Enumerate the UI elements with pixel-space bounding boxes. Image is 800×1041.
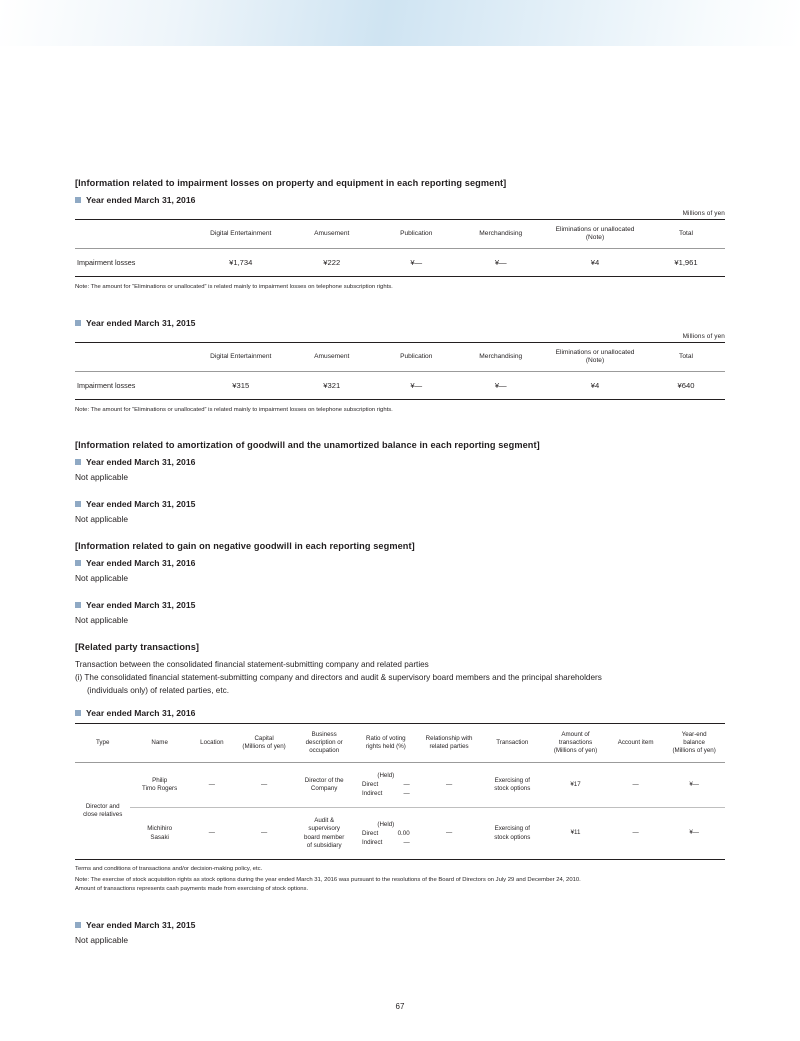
cell-total: ¥640 (647, 372, 725, 400)
cell-name-line2: Timo Rogers (142, 784, 178, 792)
cell-transaction (481, 762, 543, 807)
goodwill-section-heading: [Information related to amortization of goodwill and the unamortized balance in each reporting segment] (75, 440, 540, 451)
cell-business-line2: Company (310, 784, 338, 792)
cell-type-line2: close relatives (83, 811, 123, 819)
related-party-2015-value: Not applicable (75, 934, 129, 945)
cell-eliminations: ¥4 (543, 249, 647, 277)
negative-goodwill-2015-label: Year ended March 31, 2015 (86, 600, 196, 611)
col-publication: Publication (374, 220, 459, 249)
col-amount (543, 723, 608, 762)
goodwill-2016-subheading (75, 457, 725, 467)
cell-voting-direct-value: 0.00 (397, 829, 410, 837)
cell-amount: ¥17 (543, 762, 608, 807)
goodwill-2016-label: Year ended March 31, 2016 (86, 457, 196, 468)
cell-business-line3: board member (304, 833, 345, 841)
cell-name-line2: Sasaki (150, 833, 169, 841)
bullet-square-icon (75, 197, 81, 203)
cell-transaction-line2: stock options (494, 833, 531, 841)
goodwill-2016-value: Not applicable (75, 472, 129, 483)
negative-goodwill-2015-subheading (75, 600, 725, 610)
bullet-square-icon (75, 602, 81, 608)
related-party-2015-label: Year ended March 31, 2015 (86, 919, 196, 930)
col-voting-line2: rights held (%) (365, 742, 406, 750)
cell-amusement: ¥321 (290, 372, 375, 400)
col-type: Type (75, 723, 130, 762)
col-transaction: Transaction (481, 723, 543, 762)
cell-name (130, 762, 189, 807)
bullet-square-icon (75, 560, 81, 566)
col-blank (75, 342, 192, 371)
impairment-2015-table (75, 342, 725, 400)
cell-voting-direct-label: Direct (362, 780, 379, 788)
cell-transaction (481, 807, 543, 859)
related-party-terms: Terms and conditions of transactions and/or decision-making policy, etc. (75, 866, 263, 873)
table-header-row (75, 723, 725, 762)
col-business (293, 723, 355, 762)
cell-name (130, 807, 189, 859)
page-content (0, 46, 800, 1041)
cell-business-line1: Audit & (314, 816, 335, 824)
col-business-line3: occupation (309, 746, 340, 754)
negative-goodwill-section-heading: [Information related to gain on negative goodwill in each reporting segment] (75, 541, 415, 552)
related-party-item-i-line1: (i) The consolidated financial statement-submitting company and directors and audit & supervisory board members and the principal shareholders (75, 673, 602, 683)
negative-goodwill-2015-value: Not applicable (75, 615, 129, 626)
col-balance (663, 723, 725, 762)
row-label-impairment-losses: Impairment losses (75, 372, 192, 400)
related-party-table (75, 723, 725, 861)
cell-location: — (189, 762, 235, 807)
cell-account-item: — (608, 807, 663, 859)
impairment-2015-note: Note: The amount for “Eliminations or unallocated” is related mainly to impairment losses on telephone subscription rights. (75, 407, 393, 414)
cell-relationship: — (417, 807, 482, 859)
cell-transaction-line2: stock options (494, 784, 531, 792)
cell-digital-entertainment: ¥1,734 (192, 249, 290, 277)
bullet-square-icon (75, 922, 81, 928)
col-relationship-line1: Relationship with (425, 734, 473, 742)
cell-merchandising: ¥— (459, 372, 544, 400)
cell-business-line2: supervisory (308, 825, 340, 833)
cell-amount: ¥11 (543, 807, 608, 859)
cell-account-item: — (608, 762, 663, 807)
col-voting-line1: Ratio of voting (366, 734, 406, 742)
cell-voting-direct-label: Direct (362, 829, 379, 837)
cell-voting-rights (355, 807, 417, 859)
col-eliminations-line1: Eliminations or unallocated (555, 348, 635, 356)
impairment-2015-subheading (75, 318, 725, 328)
bullet-square-icon (75, 710, 81, 716)
impairment-2016-label: Year ended March 31, 2016 (86, 195, 196, 205)
related-party-2015-subheading (75, 920, 725, 930)
col-name: Name (130, 723, 189, 762)
col-business-line1: Business (311, 730, 337, 738)
table-row (75, 762, 725, 807)
col-capital (235, 723, 294, 762)
cell-type (75, 762, 130, 860)
col-amusement: Amusement (290, 220, 375, 249)
header-gradient-band (0, 0, 800, 46)
row-label-impairment-losses: Impairment losses (75, 249, 192, 277)
bullet-square-icon (75, 320, 81, 326)
col-eliminations (543, 220, 647, 249)
cell-location: — (189, 807, 235, 859)
cell-type-line1: Director and (85, 802, 120, 810)
related-party-intro: Transaction between the consolidated financial statement-submitting company and related parties (75, 660, 429, 670)
cell-name-line1: Philip (152, 776, 168, 784)
col-capital-line1: Capital (254, 734, 274, 742)
cell-business (293, 762, 355, 807)
col-relationship-line2: related parties (429, 742, 469, 750)
cell-transaction-line1: Exercising of (494, 825, 530, 833)
cell-total: ¥1,961 (647, 249, 725, 277)
impairment-2016-units: Millions of yen (682, 210, 725, 217)
related-party-note-line1: Note: The exercise of stock acquisition rights as stock options during the year ended March 31, 2016 was pursuant to the resolutions of the Board of Directors on July 29 and December 24, 2010. (75, 876, 581, 883)
col-business-line2: description or (305, 738, 343, 746)
page-number: 67 (395, 1002, 405, 1011)
col-location: Location (189, 723, 235, 762)
cell-voting-indirect-value: — (403, 838, 410, 846)
related-party-item-i-line2: (individuals only) of related parties, etc. (87, 685, 229, 695)
cell-voting-indirect-label: Indirect (362, 789, 383, 797)
related-party-2016-label: Year ended March 31, 2016 (86, 707, 196, 718)
col-eliminations-line1: Eliminations or unallocated (555, 226, 635, 233)
negative-goodwill-2016-subheading (75, 558, 725, 568)
cell-transaction-line1: Exercising of (494, 776, 530, 784)
cell-publication: ¥— (374, 372, 459, 400)
cell-eliminations: ¥4 (543, 372, 647, 400)
cell-voting-rights (355, 762, 417, 807)
bullet-square-icon (75, 459, 81, 465)
cell-business-line4: of subsidiary (306, 842, 342, 850)
col-digital-entertainment: Digital Entertainment (192, 342, 290, 371)
col-publication: Publication (374, 342, 459, 371)
cell-voting-direct-value: — (403, 780, 410, 788)
col-amusement: Amusement (290, 342, 375, 371)
col-amount-line1: Amount of (561, 730, 590, 738)
cell-voting-held: (Held) (377, 771, 395, 779)
col-blank (75, 220, 192, 249)
table-row (75, 372, 725, 400)
col-digital-entertainment: Digital Entertainment (192, 220, 290, 249)
impairment-2016-note: Note: The amount for “Eliminations or unallocated” is related mainly to impairment losses on telephone subscription rights. (75, 284, 393, 291)
bullet-square-icon (75, 501, 81, 507)
cell-balance: ¥— (663, 807, 725, 859)
col-balance-line1: Year-end (681, 730, 707, 738)
col-amount-line3: (Millions of yen) (553, 746, 598, 754)
cell-business (293, 807, 355, 859)
negative-goodwill-2016-value: Not applicable (75, 573, 129, 584)
cell-voting-indirect-value: — (403, 789, 410, 797)
impairment-2015-label: Year ended March 31, 2015 (86, 317, 196, 328)
impairment-section-heading: [Information related to impairment losses on property and equipment in each reporting segment] (75, 178, 507, 188)
cell-capital: — (235, 762, 294, 807)
cell-capital: — (235, 807, 294, 859)
cell-relationship: — (417, 762, 482, 807)
col-eliminations-line2: (Note) (585, 234, 605, 242)
cell-merchandising: ¥— (459, 249, 544, 277)
impairment-2016-table (75, 219, 725, 277)
table-header-row (75, 220, 725, 249)
cell-voting-indirect-label: Indirect (362, 838, 383, 846)
related-party-2016-subheading (75, 708, 725, 718)
col-merchandising: Merchandising (459, 220, 544, 249)
cell-publication: ¥— (374, 249, 459, 277)
col-amount-line2: transactions (558, 738, 593, 746)
col-total: Total (647, 342, 725, 371)
col-eliminations-line2: (Note) (585, 356, 605, 364)
table-row (75, 249, 725, 277)
goodwill-2015-label: Year ended March 31, 2015 (86, 499, 196, 510)
goodwill-2015-subheading (75, 499, 725, 509)
related-party-section-heading: [Related party transactions] (75, 642, 200, 653)
col-merchandising: Merchandising (459, 342, 544, 371)
goodwill-2015-value: Not applicable (75, 514, 129, 525)
col-capital-line2: (Millions of yen) (242, 742, 286, 750)
col-eliminations (543, 342, 647, 371)
impairment-2015-units: Millions of yen (682, 332, 725, 340)
table-header-row (75, 342, 725, 371)
cell-balance: ¥— (663, 762, 725, 807)
col-account-item: Account item (608, 723, 663, 762)
cell-digital-entertainment: ¥315 (192, 372, 290, 400)
table-row (75, 807, 725, 859)
col-balance-line2: balance (683, 738, 705, 746)
cell-name-line1: Michihiro (147, 825, 173, 833)
negative-goodwill-2016-label: Year ended March 31, 2016 (86, 558, 196, 569)
col-relationship (417, 723, 482, 762)
cell-business-line1: Director of the (304, 776, 344, 784)
cell-voting-held: (Held) (377, 820, 395, 828)
col-voting-rights (355, 723, 417, 762)
cell-amusement: ¥222 (290, 249, 375, 277)
col-total: Total (647, 220, 725, 249)
impairment-2016-subheading (75, 195, 725, 205)
related-party-note-line2: Amount of transactions represents cash payments made from exercising of stock options. (75, 885, 309, 892)
col-balance-line3: (Millions of yen) (672, 746, 716, 754)
